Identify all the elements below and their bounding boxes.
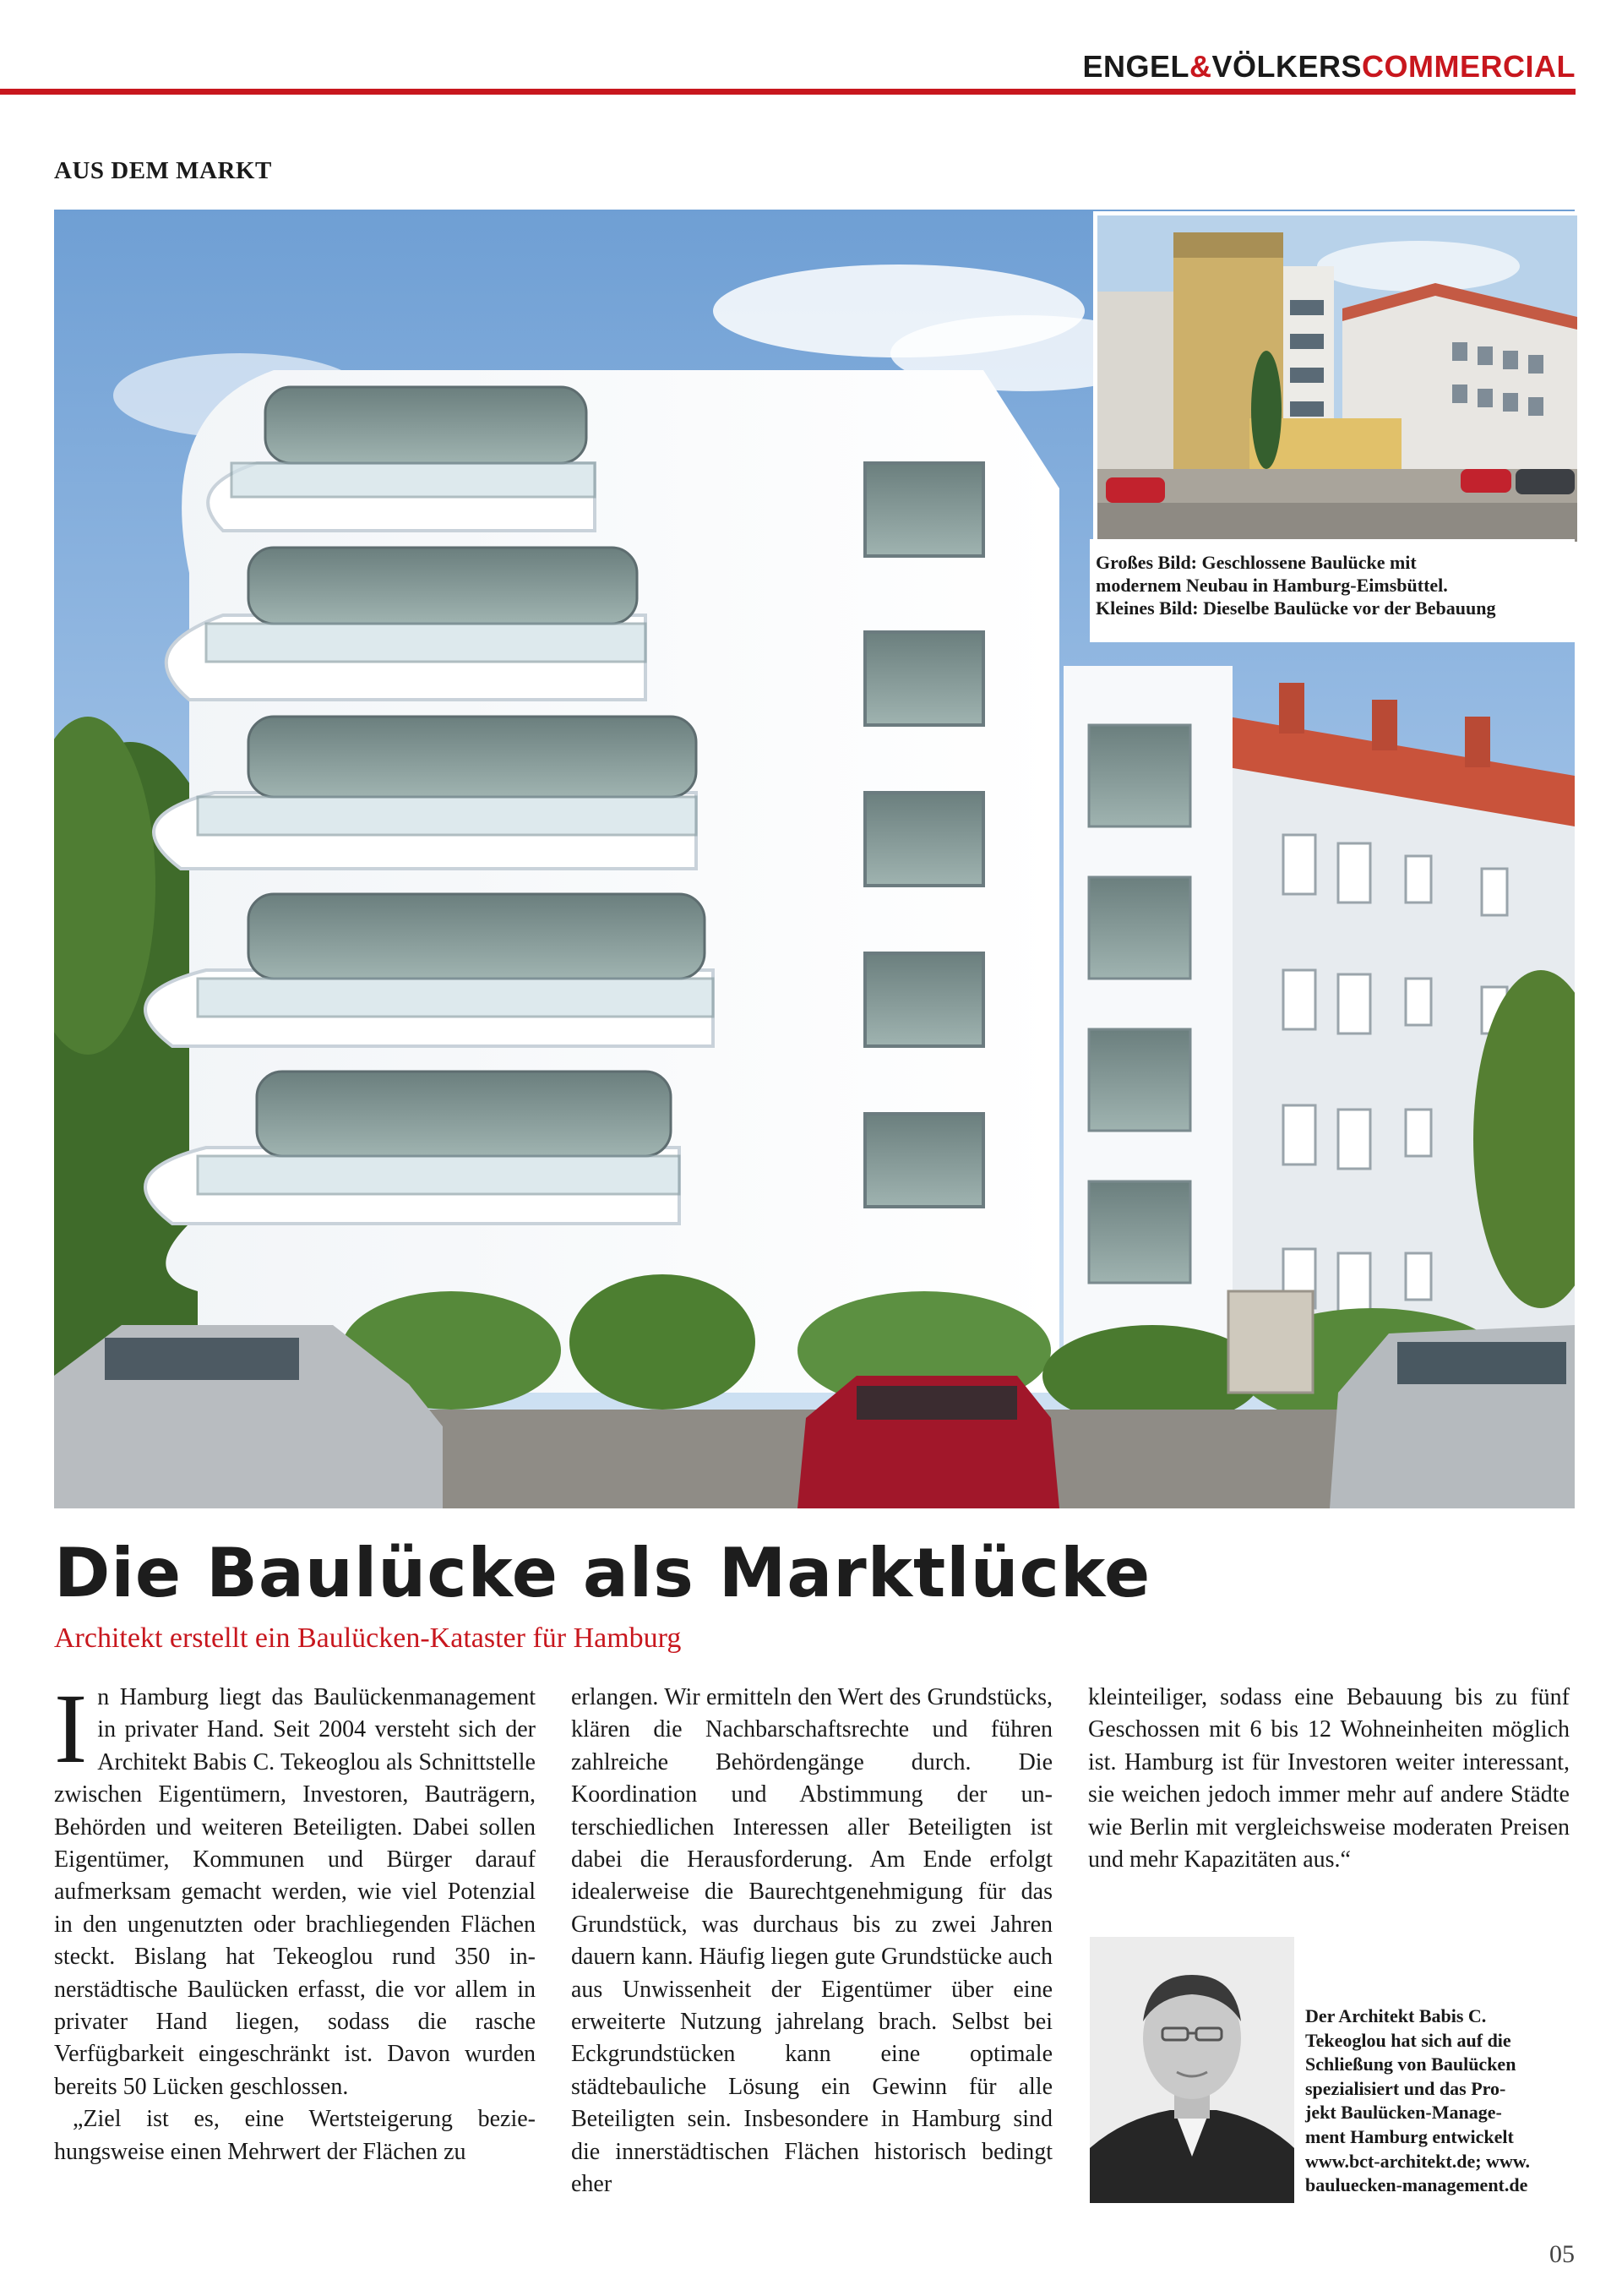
portrait-caption-line: bauluecken-management.de: [1305, 2174, 1528, 2196]
portrait-caption-line: Tekeoglou hat sich auf die: [1305, 2029, 1511, 2051]
portrait-caption-line: ment Hamburg entwickelt: [1305, 2125, 1514, 2147]
inset-photo: [1093, 211, 1581, 546]
caption-line: modernem Neubau in Hamburg-Eimsbüttel.: [1096, 575, 1448, 596]
photo-caption: [1096, 551, 1573, 619]
brand-voelkers: VÖLKERS: [1211, 49, 1363, 84]
header-rule: [0, 89, 1576, 95]
column-1-quote: „Ziel ist es, eine Wertsteigerung beziehungsweise einen Mehrwert der Flächen zu: [54, 2106, 536, 2165]
portrait-caption-line: Schließung von Baulücken: [1305, 2053, 1516, 2075]
caption-line: Großes Bild: Geschlossene Baulücke mit: [1096, 552, 1417, 573]
portrait-caption-line: www.bct-architekt.de; www.: [1305, 2150, 1531, 2172]
portrait-photo: [1090, 1937, 1294, 2203]
portrait-caption-line: jekt Baulücken-Manage-: [1305, 2102, 1502, 2124]
portrait-caption: [1305, 2004, 1576, 2198]
section-title: AUS DEM MARKT: [54, 157, 272, 184]
column-1-text: n Hamburg liegt das Baulückenmanagement in privater Hand. Seit 2004 versteht sich der Architekt Babis C. Tekeoglou als Schnittstelle zwischen Eigentümern, Investoren, Bauträgern, Behörden und weiteren Beteiligten. Dabei sollen Eigentümer, Kommunen und Bürger darauf aufmerksam gemacht werden, wie viel Potenzial in den ungenutzten oder brachliegenden Flächen steckt. Bislang hat Tekeoglou rund 350 innerstädtische Baulücken erfasst, die vor allem in privater Hand liegen, sodass die rasche Verfügbarkeit eingeschränkt ist. Davon wurden bereits 50 Lücken geschlossen.: [54, 1684, 536, 2100]
brand-commercial: COMMERCIAL: [1362, 49, 1576, 84]
column-2-text: erlangen. Wir ermitteln den Wert des Grundstücks, klären die Nachbarschaftsrechte und führen zahlreiche Behördengänge durch. Die Koordination und Abstimmung der unterschiedlichen Interessen aller Beteiligten ist dabei die Herausforderung. Am Ende erfolgt idealerweise die Baurechtgenehmigung für das Grundstück, was durchaus bis zu zwei Jahren dauern kann. Häufig liegen gute Grundstücke auch aus Unwissenheit der Eigentümer über eine erweiterte Nutzung jahrelang brach. Selbst bei Eckgrundstücken kann eine optimale städtebauliche Lösung ein Gewinn für alle Beteiligten sein. Insbesondere in Hamburg sind die innerstädtischen Flächen historisch bedingt eher: [571, 1684, 1053, 2198]
portrait-caption-line: Der Architekt Babis C.: [1305, 2005, 1487, 2026]
brand-ampersand: &: [1189, 49, 1212, 84]
headline: Die Baulücke als Marktlücke: [54, 1534, 1151, 1612]
brand-logo: [1082, 49, 1576, 85]
article-column-2: [571, 1682, 1053, 2201]
subheadline: Architekt erstellt ein Baulücken-Kataster für Hamburg: [54, 1622, 682, 1654]
caption-line: Kleines Bild: Dieselbe Baulücke vor der Bebauung: [1096, 597, 1496, 619]
page-number: 05: [1549, 2240, 1575, 2268]
portrait-caption-line: spezialisiert und das Pro-: [1305, 2077, 1506, 2099]
article-column-3: [1088, 1682, 1570, 1876]
column-3-text: kleinteiliger, sodass eine Bebauung bis zu fünf Geschossen mit 6 bis 12 Wohneinheiten möglich ist. Hamburg ist für Investoren weiter interessant, sie weichen jedoch immer mehr auf andere Städte wie Berlin mit vergleichsweise moderaten Preisen und mehr Kapazitäten aus.“: [1088, 1684, 1570, 1873]
drop-cap: I: [54, 1673, 88, 1784]
brand-engel: ENGEL: [1082, 49, 1189, 84]
article-column-1: [54, 1673, 536, 2168]
